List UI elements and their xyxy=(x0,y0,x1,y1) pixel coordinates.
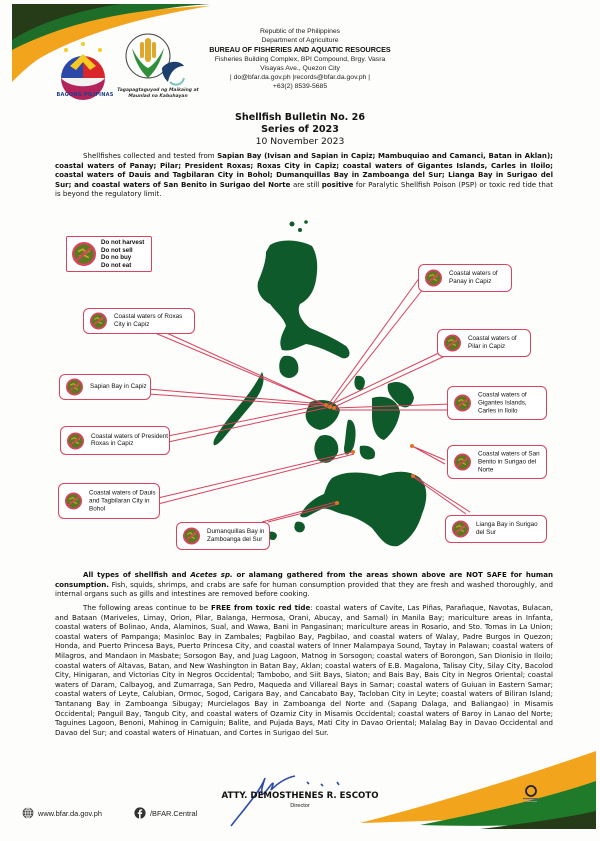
free-areas-status: FREE from toxic red tide xyxy=(211,603,311,612)
legend-text xyxy=(101,239,144,269)
callout-sapian xyxy=(59,374,151,400)
no-shellfish-icon xyxy=(67,432,84,449)
facebook-handle[interactable]: /BFAR.Central xyxy=(150,808,198,818)
signatory-name: ATTY. DEMOSTHENES R. ESCOTO xyxy=(221,791,379,801)
iso-certification-mark xyxy=(520,783,542,807)
callout-roxas-city xyxy=(83,308,195,334)
no-shellfish-icon xyxy=(425,270,442,287)
callout-panay xyxy=(418,264,512,292)
map-legend xyxy=(66,236,152,272)
free-areas-paragraph xyxy=(55,603,553,737)
letterhead xyxy=(195,27,405,91)
callout-san-benito xyxy=(447,445,547,479)
signatory-title: Director xyxy=(290,803,310,809)
callout-label: Coastal waters of Gigantes Islands, Carles in Iloilo xyxy=(478,391,527,414)
letterhead-address-line1: Fisheries Building Complex, BPI Compound, Brgy. Vasra xyxy=(214,55,386,63)
legend-line-do-not-eat: Do not eat xyxy=(101,261,132,269)
letterhead-agency: BUREAU OF FISHERIES AND AQUATIC RESOURCES xyxy=(209,45,391,55)
legend-line-do-not-harvest: Do not harvest xyxy=(101,239,145,246)
intro-paragraph xyxy=(55,151,553,199)
callout-lianga xyxy=(445,515,547,543)
letterhead-department: Department of Agriculture xyxy=(261,37,339,45)
intro-lead: Shellfishes collected and tested from xyxy=(83,151,218,160)
safety-warning-paragraph xyxy=(55,570,553,599)
callout-label: Dumanquillas Bay in Zamboanga del Sur xyxy=(207,528,265,543)
letterhead-address-line2: Visayas Ave., Quezon City xyxy=(260,64,340,72)
callout-label: Coastal waters of Dauis and Tagbilaran City in Bohol xyxy=(89,489,156,512)
letterhead-republic: Republic of the Philippines xyxy=(259,28,341,35)
no-shellfish-icon xyxy=(66,379,83,396)
no-shellfish-icon xyxy=(444,335,461,352)
free-areas-list: : coastal waters of Cavite, Las Piñas, Parañaque, Navotas, Bulacan, and Bataan (Mariveles, Limay, Orion, Pilar, Balanga, Hermosa, Orani, Abucay, and Samal) in Manila Bay; mariculture areas in Infanta, coastal waters of Bolinao, Anda, Alaminos, Sual, and Wawa, Bani in Pangasinan; mariculture areas in Rosario, and Sto. Tomas in La Union; coastal waters of Pampanga; Masinloc Bay in Zambales; Pagbilao Bay, Pagbilao, and coastal waters of Walay, Padre Burgos in Quezon; Honda, and Puerto Princesa Bays, Puerto Princesa City, and coastal waters of Inner Malampaya Sound, Taytay in Palawan; coastal waters of Milagros, and Mandaon in Masbate; Sorsogon Bay, and Juag Lagoon, Matnog in Sorsogon; coastal waters of Borongon, San Dionisio in Iloilo; coastal waters of Altavas, Batan, and New Washington in Batan Bay, Aklan; coastal waters of E.B. Magalona, Talisay City, Silay City, Bacolod City, Hinigaran, and Victorias City in Negros Occidental; Tambobo, and Siit Bays, Siaton; and Bais Bay, Bais City in Negros Oriental; coastal waters of Daram, Calbayog, and Zumarraga, San Pedro, Maqueda and Villareal Bays in Samar; coastal waters of Guiuan in Eastern Samar; coastal waters of Leyte, Calubian, Ormoc, Sogod, Carigara Bay, and Cancabato Bay, Tacloban City in Leyte; coastal waters of Biliran Island; Tantanang Bay in Zamboanga Sibugay; Murcielagos Bay in Zamboanga del Norte and (Sapang Dalaga, and Baliangao) in Misamis Occidental; Panguil Bay, Tangub City, and coastal waters of Ozamiz City in Misamis Occidental; coastal waters of Baroy in Lanao del Norte; Taguines Lagoon, Benoni, Mahinog in Camiguin; Balite, and Pujada Bays, Mati City in Davao Oriental; Malalag Bay in Davao Occidental and Davao del Sur; and coastal waters of Hinatuan, and Cortes in Surigao del Sur. xyxy=(55,603,553,737)
callout-label: Coastal waters of President Roxas in Capiz xyxy=(91,432,168,448)
facebook-icon xyxy=(134,807,146,819)
callout-label: Coastal waters of Pilar in Capiz xyxy=(468,335,517,350)
callout-dauis xyxy=(58,483,160,519)
warning-safe-note: Fish, squids, shrimps, and crabs are safe for human consumption provided that they are fresh and washed thoroughly, and internal organs such as gills and intestines are removed before cooking. xyxy=(55,579,553,599)
bulletin-title: Shellfish Bulletin No. 26 xyxy=(234,112,366,123)
bulletin-date: 10 November 2023 xyxy=(255,136,345,147)
intro-mid: are still xyxy=(290,179,322,189)
footer-swoosh-decoration xyxy=(360,751,600,841)
intro-tail: for Paralytic Shellfish Poison (PSP) or toxic red tide that is beyond the regulatory limit. xyxy=(55,179,553,199)
no-shellfish-icon xyxy=(454,454,471,471)
bulletin-title-block xyxy=(0,112,600,148)
legend-line-do-not-sell: Do not sell xyxy=(101,246,133,254)
no-shellfish-icon xyxy=(454,395,471,412)
legend-line-do-no-buy: Do no buy xyxy=(101,254,132,262)
callout-label: Coastal waters of San Benito in Surigao del Norte xyxy=(478,450,540,473)
bagong-pilipinas-caption: BAGONG PILIPINAS xyxy=(56,92,114,98)
no-shellfish-icon xyxy=(65,493,82,510)
warning-bold-tail: or alamang gathered from the areas shown above are NOT SAFE for human consumption. xyxy=(55,570,554,589)
intro-status: positive xyxy=(321,179,354,189)
free-areas-lead: The following areas continue to be xyxy=(83,603,211,612)
intro-affected-areas: Sapian Bay (Ivisan and Sapian in Capiz; Mambuquiao and Camanci, Batan in Aklan); coastal waters of Panay; Pilar; President Roxas; Roxas City in Capiz; coastal waters of Gigantes Islands, Carles in Iloilo; coastal waters of Dauis and Tagbilaran City in Bohol; Dumanquillas Bay in Zamboanga del Sur; Lianga Bay in Surigao del Sur; and coastal waters of San Benito in Surigao del Norte xyxy=(55,151,553,189)
callout-label: Sapian Bay in Capiz xyxy=(90,383,147,391)
no-shellfish-icon xyxy=(452,521,469,538)
footer-facebook[interactable] xyxy=(134,807,197,819)
website-url[interactable]: www.bfar.da.gov.ph xyxy=(38,808,102,818)
letterhead-emails: | do@bfar.da.gov.ph |records@bfar.da.gov.ph | xyxy=(229,74,371,82)
warning-bold-lead: All types of shellfish and xyxy=(83,570,191,579)
letterhead-phone: +63(2) 8539-5685 xyxy=(272,83,328,91)
no-shellfish-icon xyxy=(72,242,96,266)
bulletin-series: Series of 2023 xyxy=(261,124,339,135)
da-tagline xyxy=(110,88,206,100)
warning-species: Acetes sp. xyxy=(190,570,233,579)
callout-label: Lianga Bay in Surigao del Sur xyxy=(476,521,538,536)
callout-president-roxas xyxy=(60,426,170,455)
callout-label: Coastal waters of Roxas City in Capiz xyxy=(114,313,183,328)
da-tagline-line1: Tagapagtaguyod ng Maikaing at xyxy=(117,88,199,93)
land-masses xyxy=(213,220,426,546)
department-of-agriculture-logo xyxy=(118,26,190,96)
globe-icon xyxy=(22,807,34,819)
no-shellfish-icon xyxy=(183,528,200,545)
footer-website[interactable] xyxy=(22,807,102,819)
no-shellfish-icon xyxy=(90,313,107,330)
callout-label: Coastal waters of Panay in Capiz xyxy=(449,270,498,285)
callout-dumanquillas xyxy=(176,522,270,550)
da-tagline-line2: Maunlad na Kabuhayan xyxy=(128,94,188,99)
callout-gigantes xyxy=(447,386,547,420)
callout-pilar xyxy=(437,329,531,357)
